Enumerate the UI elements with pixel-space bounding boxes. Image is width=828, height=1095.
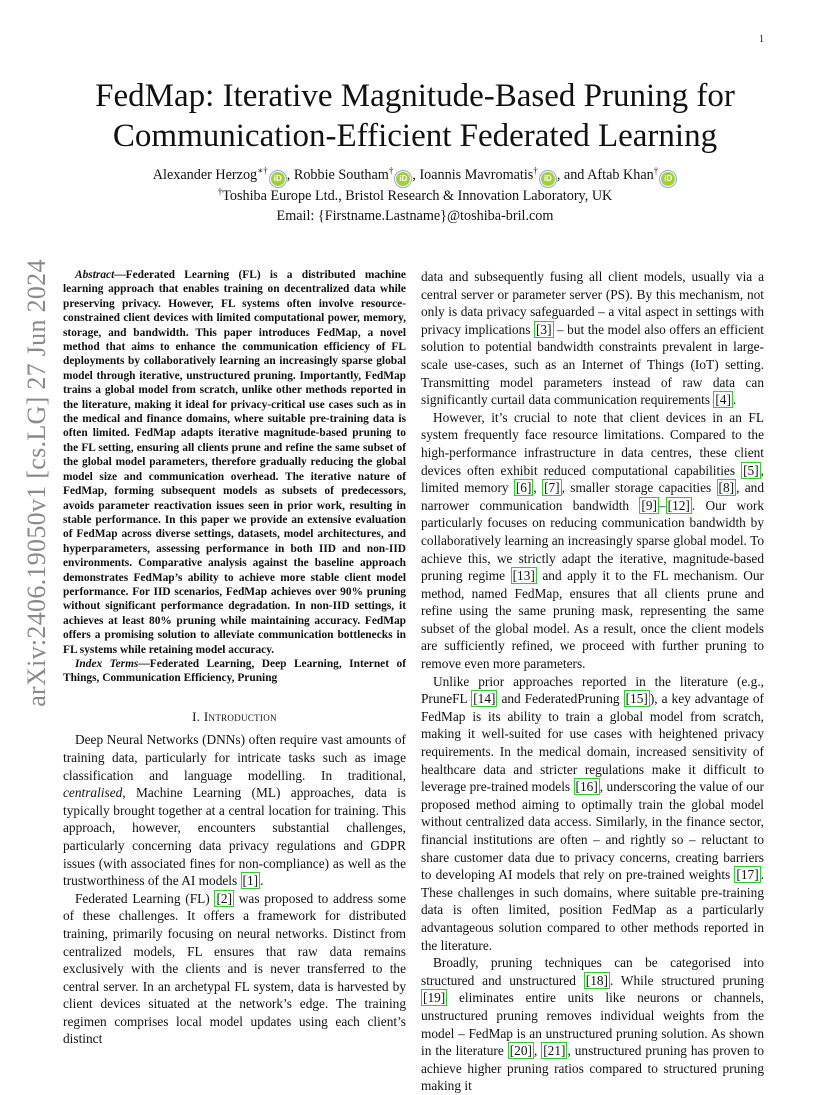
body-paragraph bbox=[421, 268, 764, 409]
author-mark: ∗† bbox=[257, 165, 268, 176]
text-run: Broadly, pruning techniques can be categorised into structured and unstructured bbox=[421, 955, 764, 988]
citation-link[interactable]: [17] bbox=[736, 867, 759, 883]
text-run: – bbox=[658, 497, 666, 513]
citation-link[interactable]: [5] bbox=[743, 462, 759, 478]
affiliation-mark: † bbox=[217, 186, 223, 197]
text-run: , limited memory bbox=[421, 462, 764, 496]
author bbox=[153, 167, 287, 183]
text-run: , smaller storage capacities bbox=[561, 480, 717, 496]
author-separator: , and bbox=[556, 167, 588, 183]
body-paragraph bbox=[421, 409, 764, 673]
author-mark: † bbox=[533, 165, 538, 176]
author-name: Alexander Herzog bbox=[152, 167, 258, 183]
citation-link[interactable]: [19] bbox=[423, 990, 446, 1006]
index-terms-label: Index Terms bbox=[75, 657, 139, 670]
text-run: Deep Neural Networks (DNNs) often require vast amounts of training data, particularly for intricate tasks such as image classification and language modelling. In traditional, bbox=[63, 732, 406, 783]
abstract bbox=[63, 268, 406, 657]
orcid-icon[interactable]: iD bbox=[661, 172, 675, 186]
citation-link[interactable]: [1] bbox=[242, 873, 259, 889]
left-column bbox=[63, 268, 406, 1048]
text-run: Unlike prior approaches reported in the literature (e.g., PruneFL bbox=[421, 673, 764, 707]
paper-title: FedMap: Iterative Magnitude-Based Pruning for Communication-Efficient Federated Learning bbox=[95, 78, 735, 154]
section-heading: I. Introduction bbox=[192, 708, 277, 724]
text-run: Federated Learning (FL) bbox=[75, 890, 215, 906]
body-paragraph bbox=[421, 954, 764, 1095]
citation-link[interactable]: [14] bbox=[473, 691, 496, 707]
text-run: , bbox=[533, 1043, 542, 1059]
text-run: , unstructured pruning has proven to achieve higher pruning ratios compared to structured pruning making it bbox=[421, 1043, 764, 1094]
orcid-icon[interactable]: iD bbox=[541, 172, 555, 186]
citation-link[interactable]: [7] bbox=[544, 480, 560, 496]
citation-link[interactable]: [21] bbox=[543, 1043, 566, 1059]
citation-link[interactable]: [2] bbox=[216, 890, 233, 906]
citation-link[interactable]: [16] bbox=[575, 779, 598, 795]
text-run: . Our work particularly focuses on reducing communication bandwidth by collaboratively learning an increasingly sparse global model. To achieve this, we strictly adapt the iterative, magnitude-based pruning regime bbox=[421, 497, 764, 584]
citation-link[interactable]: [18] bbox=[585, 972, 608, 988]
text-run: . While structured pruning bbox=[610, 972, 764, 988]
citation-link[interactable]: [6] bbox=[515, 480, 532, 496]
authors-block bbox=[70, 165, 760, 226]
text-run: – but the model also offers an efficient solution to potential bandwidth constraints prevalent in large-scale use-cases, such as an Internet of Things (IoT) setting. Transmitting model parameters instead of raw data can significantly curtail data communication requirements bbox=[421, 321, 764, 408]
text-run: and FederatedPruning bbox=[497, 691, 624, 707]
text-run: was proposed to address some of these challenges. It offers a framework for distributed training, primarily focusing on neural networks. Distinct from centralized models, FL ensures that raw data remains exclusively with the clients and is never transferred to the central server. In an archetypal FL system, data is harvested by client devices situated at the network’s edge. The training regimen comprises local model updates using each client’s distinct bbox=[63, 890, 406, 1047]
citation-link[interactable]: [9] bbox=[641, 497, 657, 513]
citation-link[interactable]: [15] bbox=[625, 691, 648, 707]
text-run: . bbox=[260, 873, 264, 889]
abstract-text: —Federated Learning (FL) is a distributed machine learning approach that enables training on decentralized data while preserving privacy. However, FL systems often involve resource-constrained client devices with limited computational power, memory, storage, and bandwidth. This paper introduces FedMap, a novel method that aims to enhance the communication efficiency of FL deployments by collaboratively learning an increasingly sparse global model through iterative, unstructured pruning. Importantly, FedMap trains a global model from scratch, unlike other methods reported in the literature, making it ideal for privacy-critical use cases such as in the medical and finance domains, where suitable pre-training data is often limited. FedMap adapts iterative magnitude-based pruning to the FL setting, ensuring all clients prune and refine the same subset of the global model parameters, therefore gradually reducing the global model size and communication overhead. The iterative nature of FedMap, forming subsequent models as subsets of predecessors, avoids parameter reactivation issues seen in prior work, resulting in stable performance. In this paper we provide an extensive evaluation of FedMap across diverse settings, datasets, model architectures, and hyperparameters, assessing performance in both IID and non-IID environments. Comparative analysis against the baseline approach demonstrates FedMap’s ability to achieve more stable client model performance. For IID scenarios, FedMap achieves over 90% pruning without significant performance degradation. In non-IID settings, it achieves at least 80% pruning while maintaining accuracy. FedMap offers a promising solution to alleviate communication bottlenecks in FL systems while retaining model accuracy. bbox=[63, 269, 406, 656]
abstract-label: Abstract bbox=[75, 269, 115, 281]
index-terms bbox=[63, 657, 406, 686]
text-run: data and subsequently fusing all client models, usually via a central server or parameter server (PS). By this mechanism, not only is data privacy safeguarded – a vital aspect in settings with privacy implications bbox=[421, 269, 764, 337]
text-run: , and narrower communication bandwidth bbox=[421, 480, 765, 513]
affiliation-text: Toshiba Europe Ltd., Bristol Research & Innovation Laboratory, UK bbox=[222, 188, 613, 204]
author-mark: † bbox=[388, 165, 394, 176]
author-separator: , bbox=[286, 167, 294, 183]
text-run: , underscoring the value of our proposed method aiming to optimally train the global model without centralized data access. Similarly, in the finance sector, financial institutions are often – and rightly so – reluctant to share customer data due to privacy concerns, creating barriers to developing AI models that rely on pre-trained weights bbox=[421, 779, 764, 883]
arxiv-stamp bbox=[15, 258, 59, 707]
author-name: Ioannis Mavromatis bbox=[419, 167, 534, 183]
arxiv-stamp-text: arXiv:2406.19050v1 [cs.LG] 27 Jun 2024 bbox=[22, 258, 52, 707]
text-run: . These challenges in such domains, where suitable pre-training data is often limited, position FedMap as a particularly advantageous solution compared to other methods reported in the literature. bbox=[421, 867, 764, 953]
author-name: Aftab Khan bbox=[587, 167, 654, 183]
citation-link[interactable]: [3] bbox=[535, 321, 552, 337]
text-run: . bbox=[732, 392, 737, 408]
orcid-icon[interactable]: iD bbox=[396, 172, 410, 186]
citation-link[interactable]: [13] bbox=[512, 568, 535, 584]
body-paragraph bbox=[421, 673, 764, 955]
author-name: Robbie Southam bbox=[293, 167, 389, 183]
author bbox=[294, 167, 412, 183]
citation-link[interactable]: [8] bbox=[718, 480, 735, 496]
author-mark: † bbox=[653, 165, 659, 176]
index-terms-text: —Federated Learning, Deep Learning, Internet of Things, Communication Efficiency, Pruning bbox=[63, 657, 406, 685]
author-separator: , bbox=[412, 167, 420, 183]
text-run: , bbox=[533, 480, 543, 496]
author bbox=[419, 167, 556, 183]
intro-paragraph bbox=[63, 731, 406, 889]
text-run: ), a key advantage of FedMap is its ability to train a global model from scratch, making it well-suited for use cases with heightened privacy requirements. In the medical domain, increased sensitivity of healthcare data and stricter regulations make it difficult to leverage pre-trained models bbox=[421, 691, 765, 795]
citation-link[interactable]: [12] bbox=[667, 497, 690, 513]
author-list bbox=[70, 165, 760, 186]
citation-link[interactable]: [20] bbox=[509, 1043, 532, 1059]
email: Email: {Firstname.Lastname}@toshiba-bril.com bbox=[276, 208, 554, 224]
author bbox=[587, 167, 677, 183]
text-run: , Machine Learning (ML) approaches, data is typically brought together at a central location for training. This approach, however, encounters substantial challenges, particularly concerning data privacy regulations and GDPR issues (with associated fines for non-compliance) as well as the trustworthiness of the AI models bbox=[63, 785, 406, 889]
right-column bbox=[421, 268, 764, 1095]
orcid-icon[interactable]: iD bbox=[271, 172, 285, 186]
emphasis: centralised bbox=[63, 785, 123, 801]
text-run: However, it’s crucial to note that client devices in an FL system frequently face resource limitations. Compared to the high-performance infrastructure in data centres, these client devices often exhibit reduced computational capabilities bbox=[421, 409, 764, 478]
text-run: eliminates entire units like neurons or channels, unstructured pruning removes individual weights from the model – FedMap is an unstructured pruning solution. As shown in the literature bbox=[421, 990, 764, 1059]
intro-paragraph bbox=[63, 890, 406, 1048]
citation-link[interactable]: [4] bbox=[715, 392, 731, 408]
page-number: 1 bbox=[759, 34, 764, 45]
text-run: and apply it to the FL mechanism. Our method, named FedMap, ensures that all clients prune and refine using the same pruning mask, representing the same subset of the global model. As a result, once the client models are sufficiently refined, we proceed with further pruning to remove even more parameters. bbox=[421, 568, 764, 672]
affiliation bbox=[70, 186, 760, 206]
